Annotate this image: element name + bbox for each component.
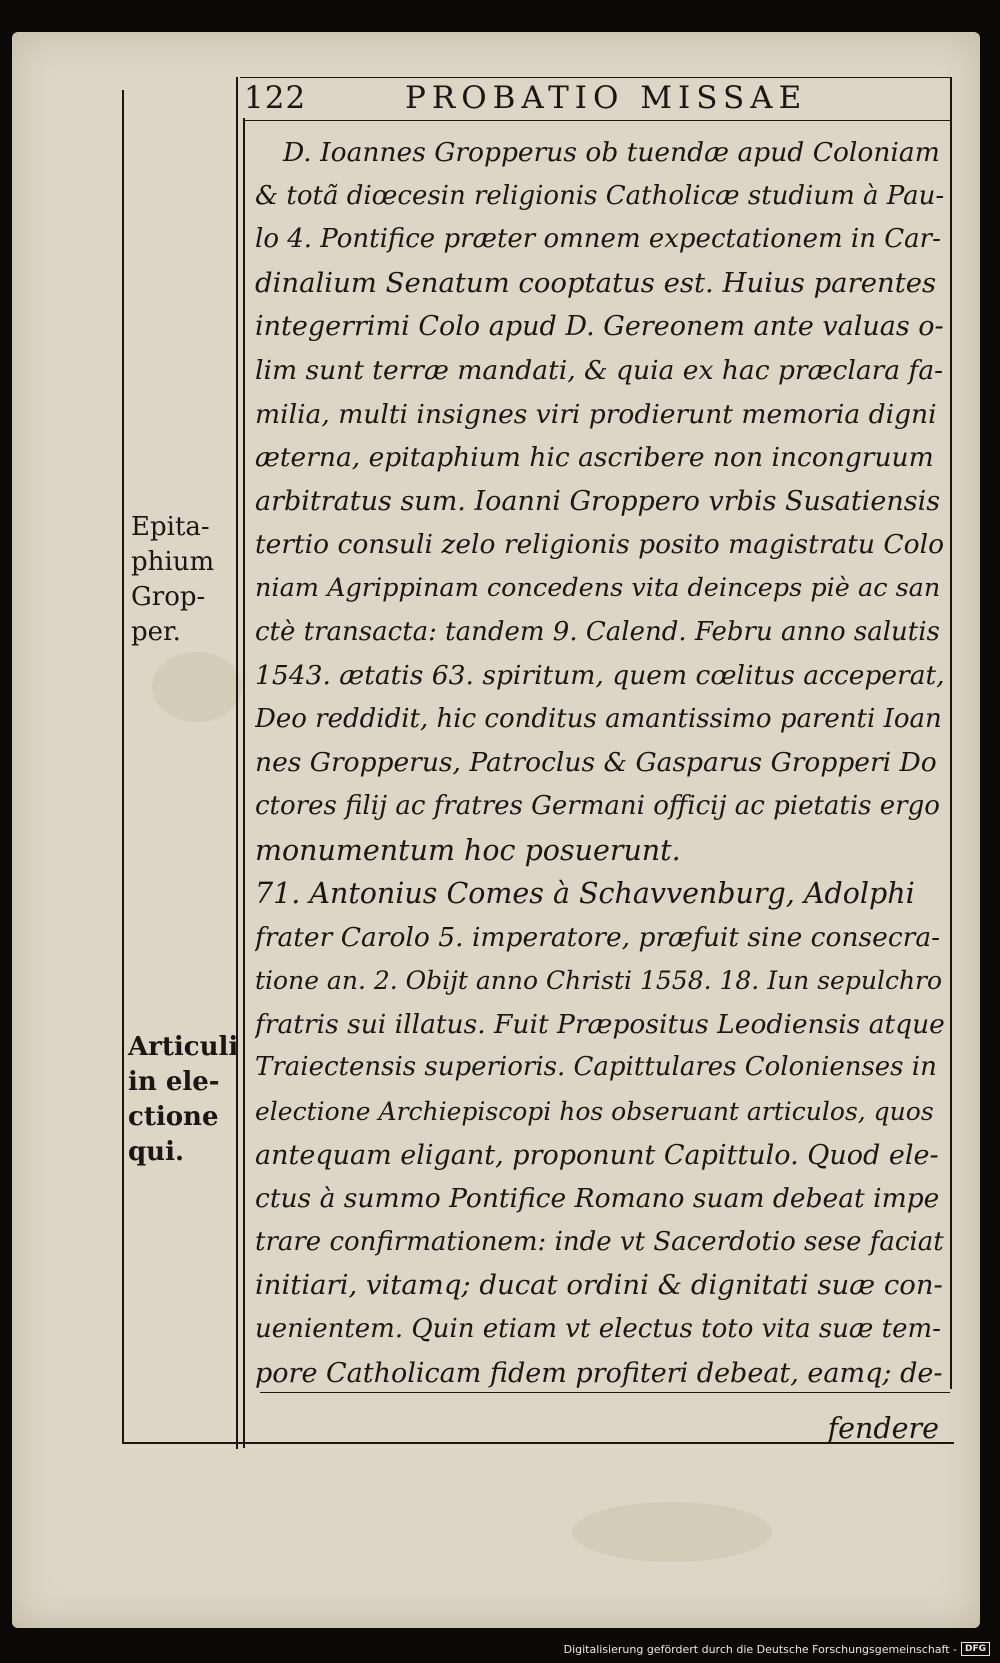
text-line: lim sunt terræ mandati, & quia ex hac præclara fa- [255, 354, 944, 386]
text-line: lo 4. Pontifice præter omnem expectationem in Car- [255, 224, 941, 255]
catchword: fendere [827, 1412, 939, 1446]
text-line: Deo reddidit, hic conditus amantissimo parenti Ioan [255, 703, 942, 734]
margin-note-line: Grop- [131, 582, 206, 612]
margin-note-line: per. [131, 617, 181, 647]
text-line: tertio consuli zelo religionis posito magistratu Colo [255, 529, 945, 561]
margin-note-line: Articuli [128, 1032, 239, 1062]
text-line: frater Carolo 5. imperatore, præfuit sine consecra- [255, 921, 941, 953]
text-line: integerrimi Colo apud D. Gereonem ante valuas o- [255, 311, 944, 343]
margin-note-epitaphium [131, 510, 214, 650]
text-line: ctores filij ac fratres Germani officij ac pietatis ergo [255, 790, 940, 821]
margin-column-rule [236, 77, 238, 1449]
main-text-block [255, 131, 945, 1451]
text-line: monumentum hoc posuerunt. [255, 833, 681, 867]
text-line: tione an. 2. Obijt anno Christi 1558. 18. Iun sepulchro [255, 966, 943, 996]
digitization-credit [564, 1642, 990, 1656]
text-column-rule [243, 118, 245, 1448]
text-line: & totã diœcesin religionis Catholicæ studium à Pau- [255, 180, 945, 211]
text-line: arbitratus sum. Ioanni Groppero vrbis Susatiensis [255, 485, 941, 517]
margin-note-line: qui. [128, 1137, 185, 1167]
page-frame-right-rule [950, 77, 952, 1389]
text-line: uenientem. Quin etiam vt electus toto vita suæ tem- [255, 1314, 941, 1345]
text-line: 71. Antonius Comes à Schavvenburg, Adolphi [255, 877, 915, 911]
margin-note-articuli [128, 1030, 238, 1170]
text-line: niam Agrippinam concedens vita deinceps piè ac san [255, 572, 941, 603]
margin-note-line: ctione [128, 1102, 219, 1132]
text-line: fratris sui illatus. Fuit Præpositus Leodiensis atque [255, 1008, 945, 1040]
text-line: ctus à summo Pontifice Romano suam debeat impe [255, 1183, 940, 1215]
text-line: Traiectensis superioris. Capittulares Colonienses in [255, 1052, 937, 1083]
text-line: milia, multi insignes viri prodierunt memoria digni [255, 398, 937, 430]
text-line: antequam eligant, proponunt Capittulo. Quod ele- [255, 1139, 939, 1171]
margin-note-line: Epita- [131, 512, 210, 542]
text-line: ctè transacta: tandem 9. Calend. Febru anno salutis [255, 616, 940, 647]
running-title: PROBATIO MISSAE [405, 80, 808, 116]
margin-note-line: in ele- [128, 1067, 220, 1097]
page-frame-top-rule [240, 77, 952, 78]
text-line: electione Archiepiscopi hos obseruant articulos, quos [255, 1097, 934, 1127]
dfg-logo: DFG [961, 1642, 990, 1656]
margin-note-line: phium [131, 547, 215, 577]
text-line: dinalium Senatum cooptatus est. Huius parentes [255, 266, 937, 299]
text-line: æterna, epitaphium hic ascribere non incongruum [255, 442, 934, 474]
paper-stain [572, 1502, 772, 1562]
text-line: D. Ioannes Gropperus ob tuendæ apud Coloniam [283, 137, 940, 168]
text-line: trare confirmationem: inde vt Sacerdotio sese faciat [255, 1226, 944, 1257]
text-line: initiari, vitamq; ducat ordini & dignitati suæ con- [255, 1269, 943, 1302]
text-line: 1543. ætatis 63. spiritum, quem cœlitus acceperat, [255, 660, 945, 692]
credit-text: Digitalisierung gefördert durch die Deutsche Forschungsgemeinschaft - [563, 1642, 957, 1656]
text-line: nes Gropperus, Patroclus & Gasparus Gropperi Do [255, 747, 937, 779]
header-rule [245, 120, 952, 121]
page-number: 122 [244, 80, 307, 116]
text-line: pore Catholicam fidem profiteri debeat, eamq; de- [255, 1357, 943, 1389]
